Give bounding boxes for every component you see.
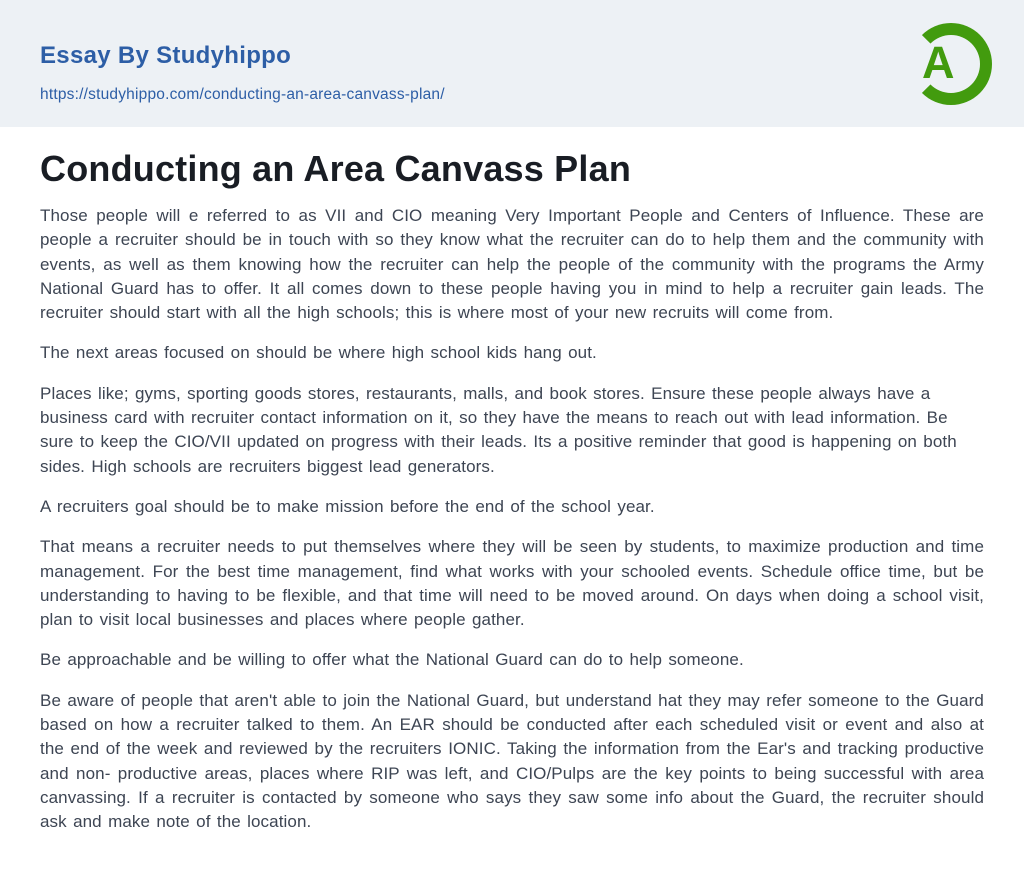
essay-paragraph-4: A recruiters goal should be to make mission before the end of the school year.: [40, 496, 655, 516]
logo-letter-a: A: [922, 37, 955, 89]
site-brand-title: Essay By Studyhippo: [40, 42, 292, 69]
studyhippo-logo: [910, 23, 992, 105]
essay-paragraph-1: Those people will e referred to as VII and CIO meaning Very Important People and Centers of Influence. These are people a recruiter should be in touch with so they know what the recruiter can do to help them and the community with events, as well as them knowing how the recruiter can help the people of the community with the programs the Army National Guard has to offer. It all comes down to these people having you in mind to help a recruiter gain leads. The recruiter should start with all the high schools; this is where most of your new recruits will come from.: [40, 206, 984, 323]
site-header: [0, 0, 1024, 127]
essay-paragraph-2: The next areas focused on should be where high school kids hang out.: [40, 343, 597, 363]
essay-paragraph-7: Be aware of people that aren't able to join the National Guard, but understand hat they may refer someone to the Guard based on how a recruiter talked to them. An EAR should be conducted after each scheduled visit or event and also at the end of the week and reviewed by the recruiters IONIC. Taking the information from the Ear's and tracking productive and non- productive areas, places where RIP was left, and CIO/Pulps are the key points to being successful with area canvassing. If a recruiter is contacted by someone who says they saw some info about the Guard, the recruiter should ask and make note of the location.: [40, 690, 984, 832]
essay-paragraph-3: Places like; gyms, sporting goods stores, restaurants, malls, and book stores. Ensure these people always have a business card with recruiter contact information on it, so they have the means to reach out with lead information. Be sure to keep the CIO/VII updated on progress with their leads. Its a positive reminder that good is happening on both sides. High schools are recruiters biggest lead generators.: [40, 383, 957, 476]
essay-url-link[interactable]: https://studyhippo.com/conducting-an-area-canvass-plan/: [40, 86, 445, 103]
essay-page-title: Conducting an Area Canvass Plan: [40, 148, 632, 189]
essay-article: [0, 127, 1024, 835]
brand-block: [40, 44, 984, 104]
essay-paragraph-5: That means a recruiter needs to put themselves where they will be seen by students, to maximize production and time management. For the best time management, find what works with your schooled events. Schedule office time, but be understanding to having to be flexible, and that time will need to be moved around. On days when doing a school visit, plan to visit local businesses and places where people gather.: [40, 537, 984, 630]
essay-paragraph-6: Be approachable and be willing to offer what the National Guard can do to help someone.: [40, 650, 744, 670]
